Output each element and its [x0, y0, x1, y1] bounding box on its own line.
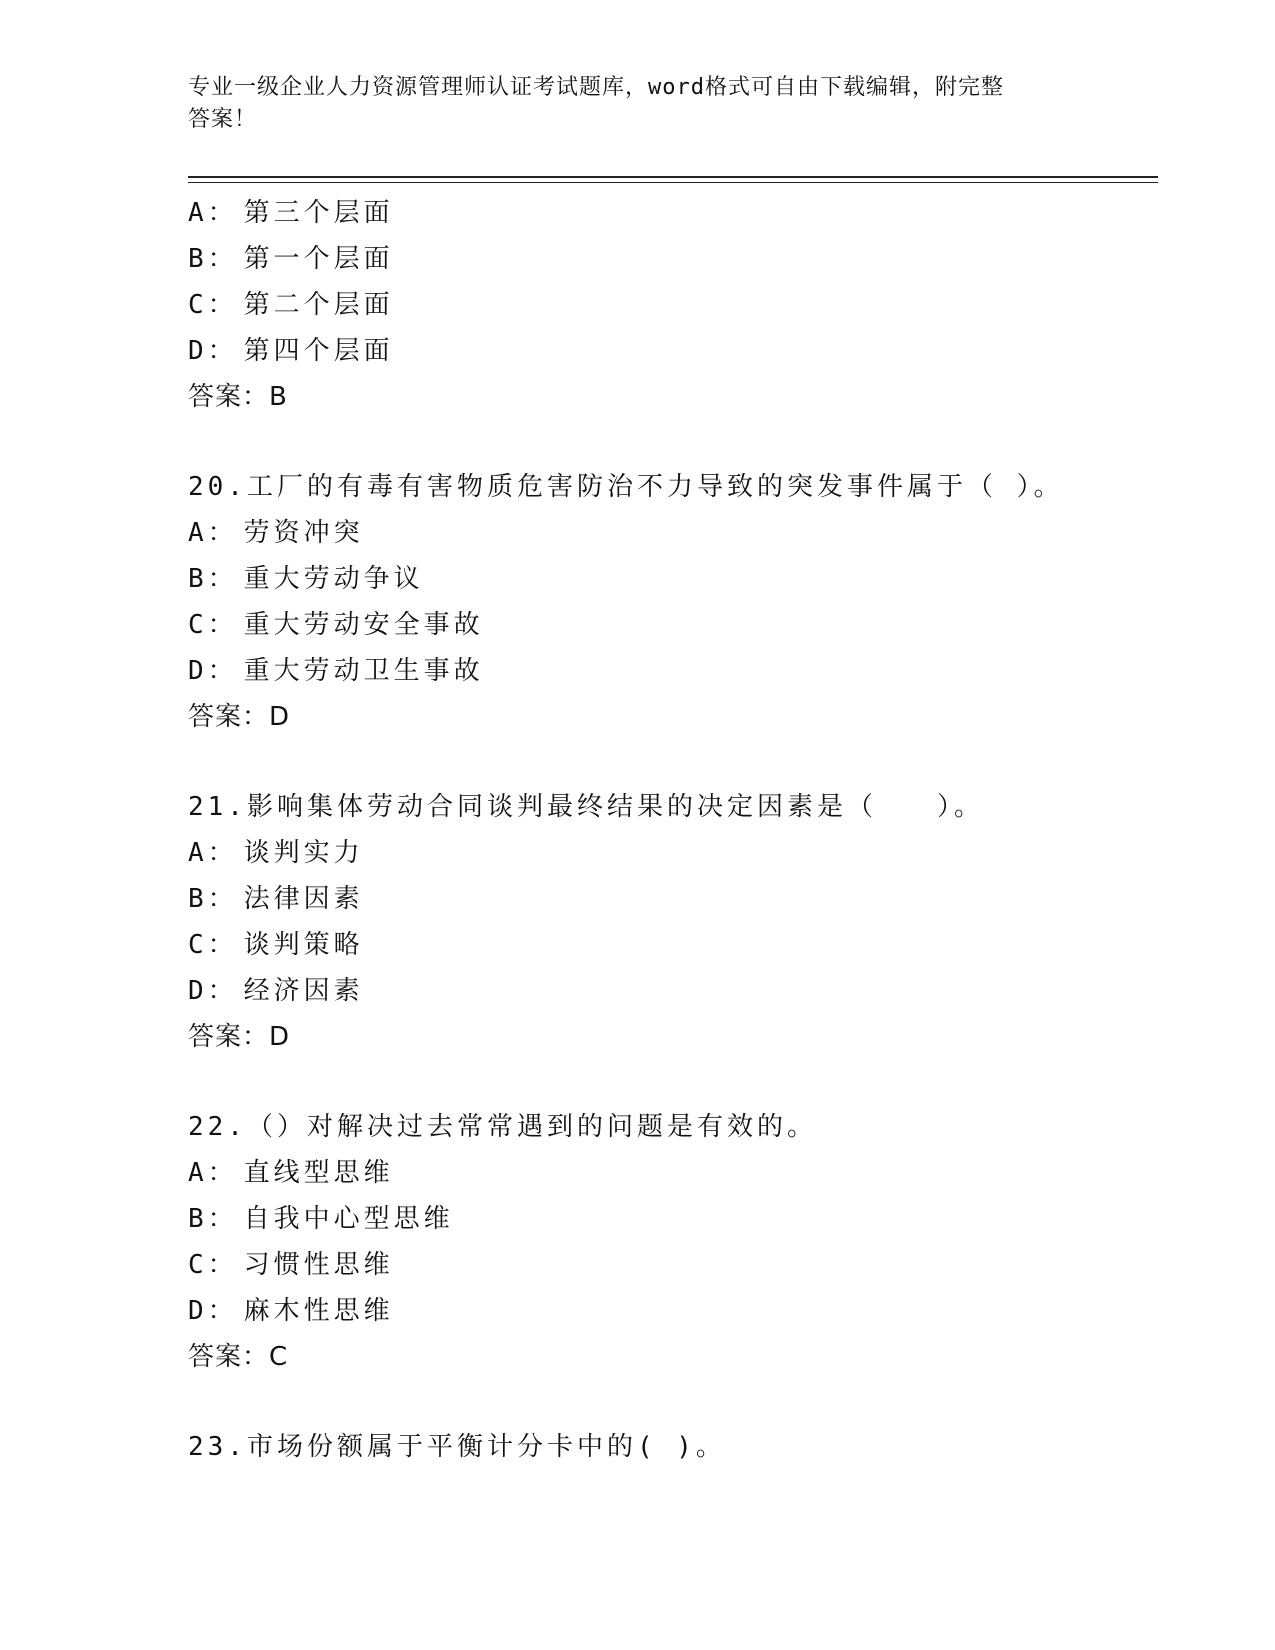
question-block-20 — [188, 464, 1158, 740]
option-d: D： 第四个层面 — [188, 336, 394, 366]
question-stem: 20.工厂的有毒有害物质危害防治不力导致的突发事件属于（ ）。 — [188, 472, 1064, 502]
option-d: D： 重大劳动卫生事故 — [188, 656, 484, 686]
answer-line: 答案：D — [188, 702, 291, 732]
option-b: B： 第一个层面 — [188, 244, 394, 274]
answer-line: 答案：D — [188, 1022, 291, 1052]
option-a: A： 直线型思维 — [188, 1158, 394, 1188]
option-d: D： 经济因素 — [188, 976, 364, 1006]
option-a: A： 谈判实力 — [188, 838, 364, 868]
header-divider-thick — [188, 176, 1158, 178]
question-stem: 21.影响集体劳动合同谈判最终结果的决定因素是（ ）。 — [188, 792, 984, 822]
option-b: B： 自我中心型思维 — [188, 1204, 454, 1234]
option-a: A： 劳资冲突 — [188, 518, 364, 548]
question-block-22 — [188, 1104, 1158, 1380]
option-c: C： 习惯性思维 — [188, 1250, 394, 1280]
option-b: B： 法律因素 — [188, 884, 364, 914]
document-header — [188, 72, 1088, 136]
option-a: A： 第三个层面 — [188, 198, 394, 228]
question-block-23 — [188, 1424, 1158, 1470]
answer-line: 答案：C — [188, 1342, 289, 1372]
option-b: B： 重大劳动争议 — [188, 564, 424, 594]
question-list — [188, 190, 1158, 1470]
question-stem: 22.（）对解决过去常常遇到的问题是有效的。 — [188, 1112, 817, 1142]
option-c: C： 第二个层面 — [188, 290, 394, 320]
option-d: D： 麻木性思维 — [188, 1296, 394, 1326]
option-c: C： 重大劳动安全事故 — [188, 610, 484, 640]
question-block-21 — [188, 784, 1158, 1060]
answer-line: 答案：B — [188, 382, 288, 412]
question-stem: 23.市场份额属于平衡计分卡中的( )。 — [188, 1432, 726, 1462]
header-divider-thin — [188, 182, 1158, 183]
option-c: C： 谈判策略 — [188, 930, 364, 960]
question-block-19 — [188, 190, 1158, 420]
header-line-2: 答案！ — [188, 107, 258, 132]
header-line-1: 专业一级企业人力资源管理师认证考试题库，word格式可自由下载编辑，附完整 — [188, 75, 1004, 100]
